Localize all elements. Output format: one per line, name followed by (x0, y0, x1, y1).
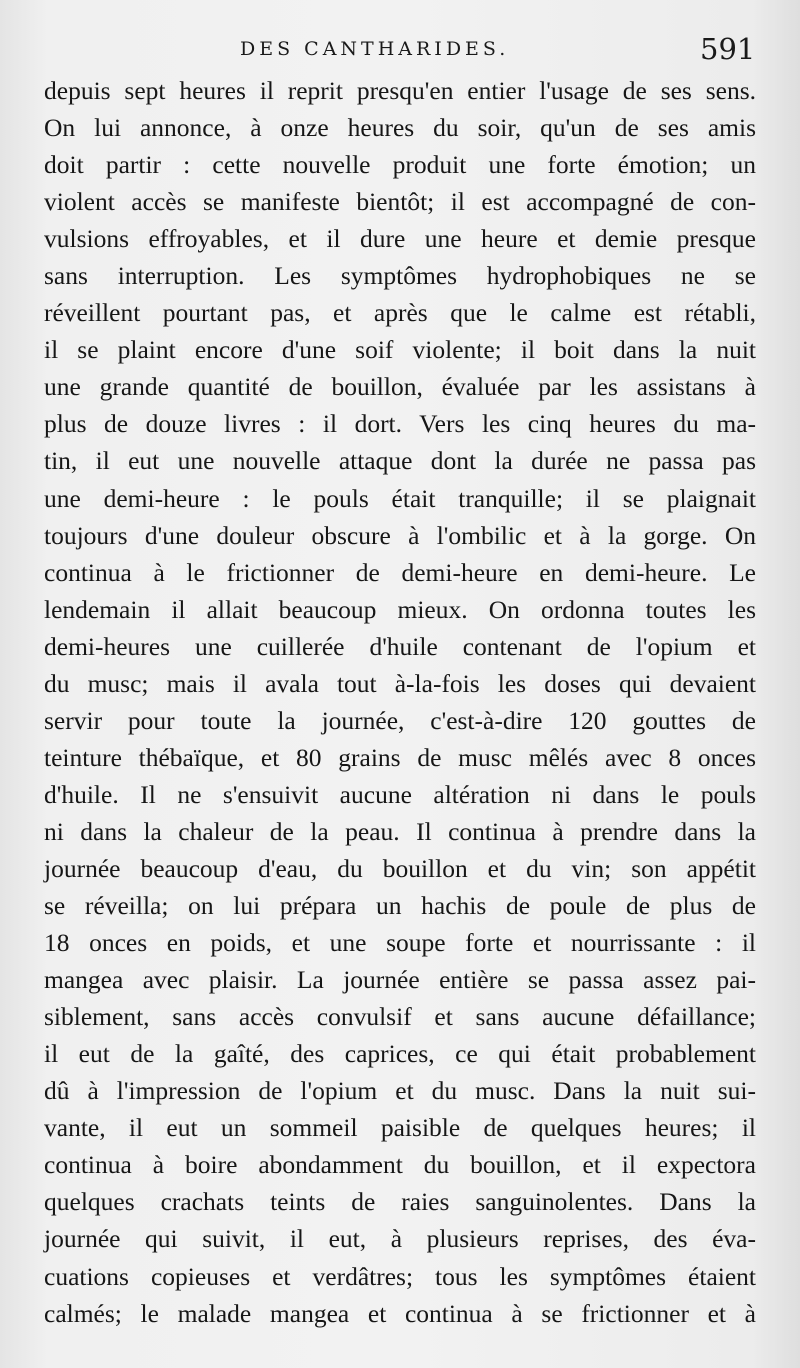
text-line: vulsions effroyables, et il dure une heure et demie presque (44, 224, 756, 254)
text-line: il se plaint encore d'une soif violente; il boit dans la nuit (44, 335, 756, 365)
text-line: mangea avec plaisir. La journée entière se passa assez pai- (44, 965, 756, 995)
text-line: siblement, sans accès convulsif et sans aucune défaillance; (44, 1002, 756, 1032)
running-title: DES CANTHARIDES. (240, 38, 510, 60)
text-line: servir pour toute la journée, c'est-à-dire 120 gouttes de (44, 705, 756, 735)
text-line: réveillent pourtant pas, et après que le calme est rétabli, (44, 298, 756, 328)
text-line: une demi-heure : le pouls était tranquille; il se plaignait (44, 483, 756, 513)
text-line: tin, il eut une nouvelle attaque dont la durée ne passa pas (44, 446, 756, 476)
text-line: sans interruption. Les symptômes hydrophobiques ne se (44, 261, 756, 291)
text-line: teinture thébaïque, et 80 grains de musc mêlés avec 8 onces (44, 742, 756, 772)
text-line: journée beaucoup d'eau, du bouillon et du vin; son appétit (44, 853, 756, 883)
text-line: violent accès se manifeste bientôt; il est accompagné de con- (44, 187, 756, 217)
text-line: demi-heures une cuillerée d'huile contenant de l'opium et (44, 631, 756, 661)
running-head (0, 30, 800, 70)
text-line: calmés; le malade mangea et continua à se frictionner et à (44, 1298, 756, 1328)
text-line: continua à boire abondamment du bouillon, et il expectora (44, 1150, 756, 1180)
text-line: On lui annonce, à onze heures du soir, qu'un de ses amis (44, 113, 756, 143)
text-line: journée qui suivit, il eut, à plusieurs reprises, des éva- (44, 1224, 756, 1254)
text-line: il eut de la gaîté, des caprices, ce qui était probablement (44, 1039, 756, 1069)
text-line: lendemain il allait beaucoup mieux. On ordonna toutes les (44, 594, 756, 624)
text-line: d'huile. Il ne s'ensuivit aucune altération ni dans le pouls (44, 779, 756, 809)
text-line: se réveilla; on lui prépara un hachis de poule de plus de (44, 891, 756, 921)
text-line: du musc; mais il avala tout à-la-fois les doses qui devaient (44, 668, 756, 698)
text-line: cuations copieuses et verdâtres; tous les symptômes étaient (44, 1261, 756, 1291)
text-line: vante, il eut un sommeil paisible de quelques heures; il (44, 1113, 756, 1143)
text-line: doit partir : cette nouvelle produit une forte émotion; un (44, 150, 756, 180)
text-line: depuis sept heures il reprit presqu'en entier l'usage de ses sens. (44, 76, 756, 105)
body-text (44, 72, 756, 1332)
text-line: continua à le frictionner de demi-heure en demi-heure. Le (44, 557, 756, 587)
page-number: 591 (700, 32, 756, 66)
text-line: ni dans la chaleur de la peau. Il continua à prendre dans la (44, 816, 756, 846)
text-line: quelques crachats teints de raies sanguinolentes. Dans la (44, 1187, 756, 1217)
text-line: plus de douze livres : il dort. Vers les cinq heures du ma- (44, 409, 756, 439)
text-line: toujours d'une douleur obscure à l'ombilic et à la gorge. On (44, 520, 756, 550)
text-line: une grande quantité de bouillon, évaluée par les assistans à (44, 372, 756, 402)
text-line: 18 onces en poids, et une soupe forte et nourrissante : il (44, 928, 756, 958)
text-line: dû à l'impression de l'opium et du musc. Dans la nuit sui- (44, 1076, 756, 1106)
